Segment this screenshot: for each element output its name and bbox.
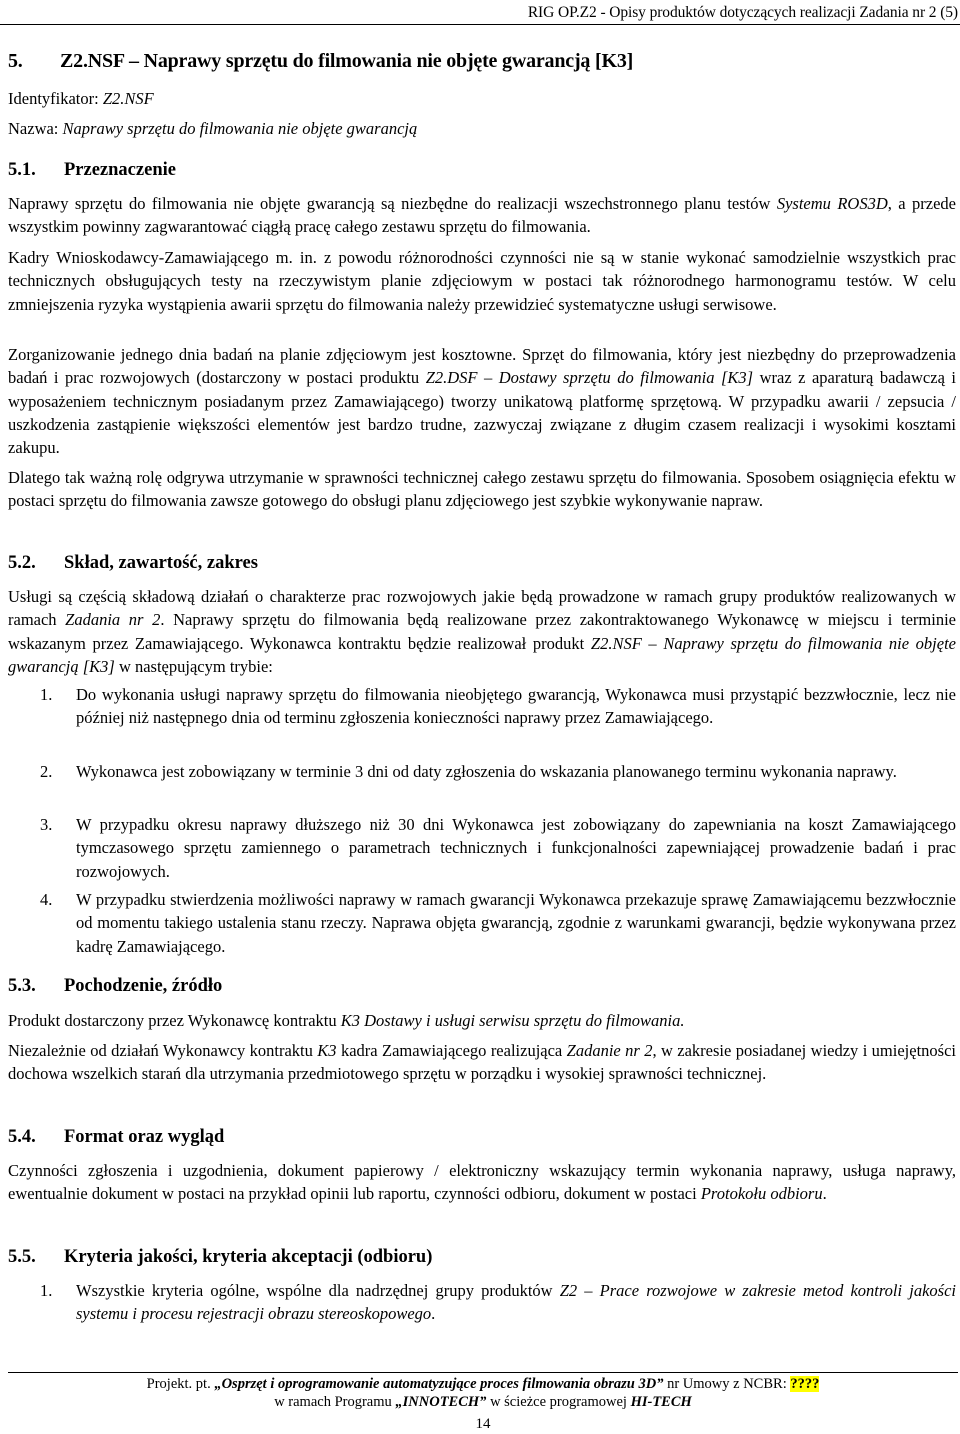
italic-text: Protokołu odbioru (700, 1184, 823, 1204)
text: Czynności zgłoszenia i uzgodnienia, dokument papierowy / elektroniczny wskazujący termin wykonania naprawy, usługa naprawy, ewentualnie dokument w postaci na przykład opinii lub raportu, czynności odbioru, dokument w postaci (8, 1161, 956, 1204)
section-heading (8, 50, 633, 73)
italic-text: Zadania nr 2 (65, 610, 161, 630)
list-item (8, 1279, 956, 1327)
subsection-number: 5.1. (8, 160, 36, 180)
subsection-number: 5.5. (8, 1247, 36, 1267)
text: . Naprawy sprzętu do filmowania będą realizowane przez zakontraktowanego Wykonawcę w miejscu i terminie wskazanym przez Zamawiającego. Wykonawca kontraktu będzie realizował produkt (8, 610, 956, 653)
document-page (8, 0, 958, 1434)
paragraph (8, 1009, 956, 1032)
text: kadra Zamawiającego realizująca (336, 1041, 567, 1060)
running-header: RIG OP.Z2 - Opisy produktów dotyczących realizacji Zadania nr 2 (5) (527, 4, 958, 21)
list-number: 3. (40, 815, 53, 834)
italic-text: Z2.DSF – Dostawy sprzętu do filmowania [K3] (425, 368, 754, 388)
italic-text: K3 (317, 1041, 337, 1060)
list-item (8, 813, 956, 885)
subsection-number: 5.3. (8, 976, 36, 996)
paragraph (8, 1039, 956, 1086)
text: Produkt dostarczony przez Wykonawcę kontraktu (8, 1011, 341, 1030)
text: wraz z aparaturą badawczą i wyposażeniem technicznym posiadanym przez Zamawiającego) tworzy unikatową platformę sprzętową. W przypadku awarii / zepsucia / uszkodzenia zastąpienie większości elementów jest bardzo trudne, zazwyczaj związane z długim czasem realizacji i wysokimi kosztami zakupu. (8, 368, 956, 458)
paragraph (8, 192, 956, 239)
text: , a przede wszystkim powinny zagwarantować ciągłą pracę całego zestawu sprzętu do filmowania. (8, 194, 957, 237)
italic-text: Zadanie nr 2 (566, 1041, 653, 1060)
list-item (8, 683, 956, 755)
name-line (8, 119, 417, 139)
italic-text: K3 Dostawy i usługi serwisu sprzętu do filmowania. (340, 1011, 685, 1030)
text: w ścieżce programowej (486, 1394, 631, 1410)
footer-line-2 (8, 1394, 958, 1411)
name-label: Nazwa: (8, 119, 59, 138)
list-item (8, 888, 956, 960)
paragraph: Dlatego tak ważną rolę odgrywa utrzymanie w sprawności technicznej całego zestawu sprzętu do filmowania. Sposobem osiągnięcia efektu w postaci sprzętu do filmowania zawsze gotowego do obsługi planu zdjęciowego jest szybkie wykonywanie napraw. (8, 468, 956, 511)
list-item (8, 760, 956, 808)
list-text: Wykonawca jest zobowiązany w terminie 3 dni od daty zgłoszenia do wskazania planowanego terminu wykonania naprawy. (76, 762, 897, 781)
page-number: 14 (475, 1416, 491, 1432)
identifier-line (8, 89, 154, 109)
text: Zorganizowanie jednego dnia badań na planie zdjęciowym jest kosztowne. Sprzęt do filmowania, który jest niezbędny do przeprowadzenia badań i prac rozwojowych (dostarczony w postaci produktu (8, 345, 956, 388)
contract-number-placeholder: ???? (790, 1376, 820, 1392)
text: nr Umowy z NCBR: (663, 1376, 791, 1392)
subsection-heading-5-3 (8, 976, 222, 997)
list-number: 1. (40, 1281, 53, 1300)
subsection-heading-5-4 (8, 1127, 224, 1148)
list-number: 1. (40, 685, 53, 704)
text: , w zakresie posiadanej wiedzy i umiejętności dochowa wszelkich starań dla utrzymania przedmiotowego sprzętu w porządku i wysokiej sprawności technicznej. (8, 1041, 956, 1084)
italic-text: Z2.NSF – Naprawy sprzętu do filmowania nie objęte gwarancją [K3] (8, 633, 956, 676)
subsection-heading-5-1 (8, 160, 176, 181)
subsection-heading-5-5 (8, 1247, 432, 1268)
italic-text: Z2 – Prace rozwojowe w zakresie metod kontroli jakości systemu i procesu rejestracji obrazu stereoskopowego (76, 1281, 956, 1324)
subsection-title: Kryteria jakości, kryteria akceptacji (odbioru) (64, 1247, 433, 1267)
subsection-title: Pochodzenie, źródło (64, 976, 223, 996)
program-path: HI-TECH (630, 1394, 692, 1410)
text: . (431, 1304, 436, 1324)
text: Usługi są częścią składową działań o charakterze prac rozwojowych jakie będą prowadzone w ramach grupy produktów realizowanych w ramach (8, 587, 956, 630)
italic-text: Systemu ROS3D (776, 194, 888, 213)
text: Naprawy sprzętu do filmowania nie objęte gwarancją są niezbędne do realizacji wszechstronnego planu testów (8, 194, 777, 213)
section-title: Z2.NSF – Naprawy sprzętu do filmowania nie objęte gwarancją [K3] (60, 50, 634, 72)
text: w następującym trybie: (114, 656, 273, 676)
list-text: W przypadku okresu naprawy dłuższego niż 30 dni Wykonawca jest zobowiązany do zapewniania na koszt Zamawiającego tymczasowego sprzętu zamiennego o parametrach technicznych i funkcjonalności zapewniającej prowadzenie badań i prac rozwojowych. (76, 815, 956, 881)
list-text: W przypadku stwierdzenia możliwości naprawy w ramach gwarancji Wykonawca przekazuje sprawę Zamawiającemu bezzwłocznie od momentu takiego ustalenia stanu rzeczy. Naprawa objęta gwarancją, zgodnie z warunkami gwarancji, będzie wykonywana przez kadrę Zamawiającego. (76, 890, 956, 956)
paragraph: Kadry Wnioskodawcy-Zamawiającego m. in. z powodu różnorodności czynności nie są w stanie wykonać samodzielnie wszystkich prac technicznych obsługujących testy na rzeczywistym planie zdjęciowym w postaci tak różnorodnego harmonogramu testów. W celu zmniejszenia ryzyka wystąpienia awarii sprzętu do filmowania należy przewidzieć systematyczne usługi serwisowe. (8, 248, 956, 314)
name-value: Naprawy sprzętu do filmowania nie objęte gwarancją (62, 119, 418, 138)
paragraph (8, 343, 956, 459)
subsection-title: Przeznaczenie (64, 160, 176, 180)
subsection-title: Skład, zawartość, zakres (64, 553, 258, 573)
text: Wszystkie kryteria ogólne, wspólne dla nadrzędnej grupy produktów (76, 1281, 560, 1300)
header-divider (0, 24, 960, 25)
section-number: 5. (8, 50, 23, 72)
program-name: „INNOTECH” (395, 1394, 487, 1410)
list-number: 4. (40, 890, 53, 909)
footer-divider (8, 1372, 958, 1373)
paragraph (8, 1159, 956, 1206)
text: . (822, 1184, 827, 1204)
subsection-number: 5.2. (8, 553, 36, 573)
list-text: Do wykonania usługi naprawy sprzętu do filmowania nieobjętego gwarancją, Wykonawca musi przystąpić bezzwłocznie, lecz nie później niż następnego dnia od terminu zgłoszenia konieczności naprawy przez Zamawiającego. (76, 685, 956, 728)
subsection-title: Format oraz wygląd (64, 1127, 225, 1147)
list-number: 2. (40, 762, 53, 781)
identifier-label: Identyfikator: (8, 89, 99, 108)
text: Projekt. pt. (146, 1376, 215, 1392)
paragraph (8, 585, 956, 678)
text: Niezależnie od działań Wykonawcy kontraktu (8, 1041, 318, 1060)
subsection-heading-5-2 (8, 553, 258, 574)
identifier-value: Z2.NSF (102, 89, 154, 108)
list-text (76, 1279, 956, 1326)
text: w ramach Programu (274, 1394, 396, 1410)
project-title: „Osprzęt i oprogramowanie automatyzujące proces filmowania obrazu 3D” (214, 1376, 664, 1392)
footer-line-1 (8, 1376, 958, 1393)
subsection-number: 5.4. (8, 1127, 36, 1147)
